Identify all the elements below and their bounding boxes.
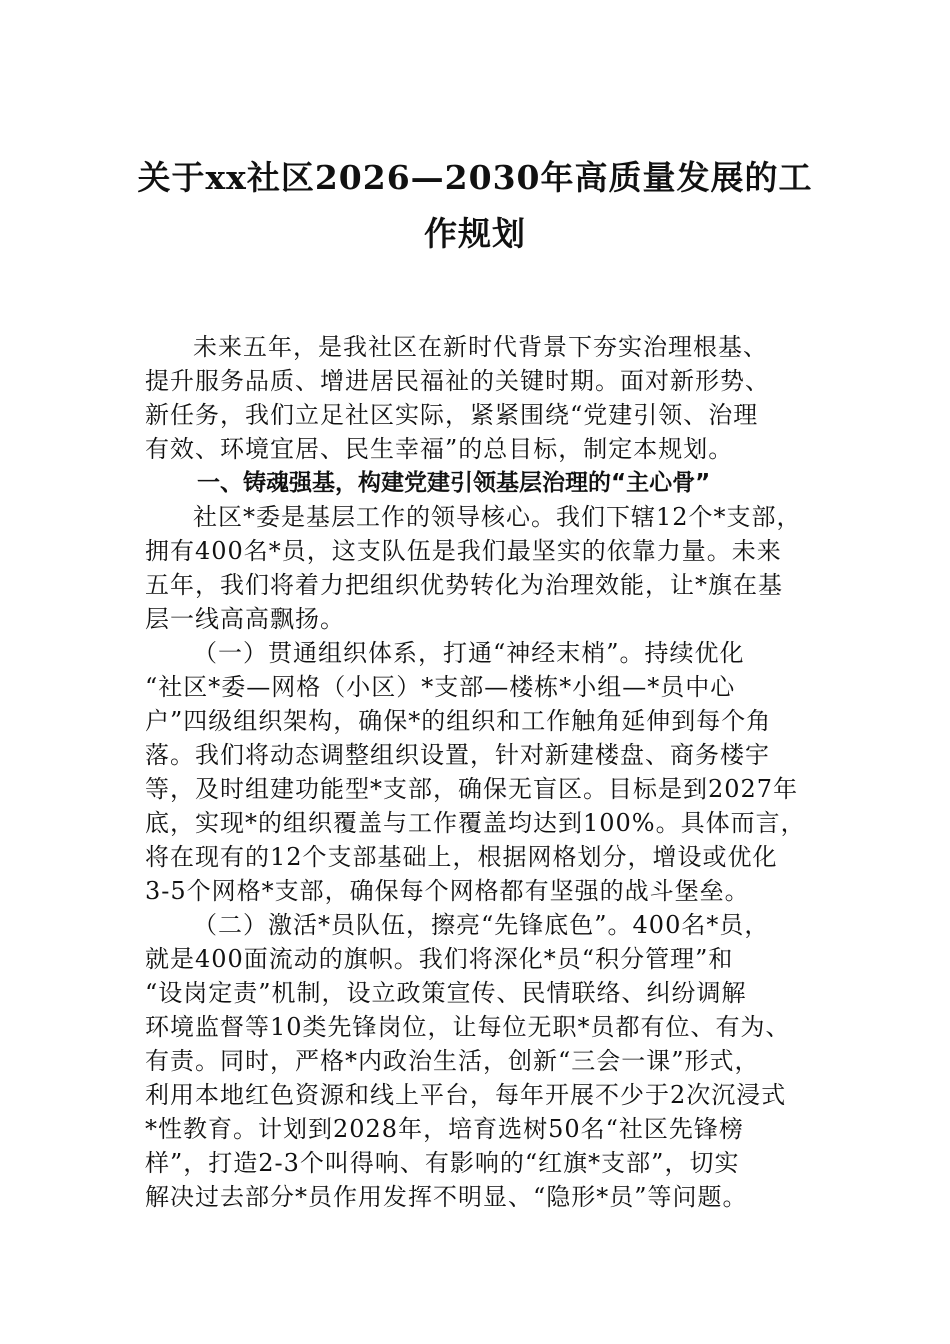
text-line: （一）贯通组织体系，打通“神经末梢”。持续优化 xyxy=(193,639,745,667)
text-line: 底，实现*的组织覆盖与工作覆盖均达到100%。具体而言， xyxy=(145,809,806,837)
text-line: 有效、环境宜居、民生幸福”的总目标，制定本规划。 xyxy=(145,435,734,463)
text-line: *性教育。计划到2028年，培育选树50名“社区先锋榜 xyxy=(145,1115,744,1143)
text-line: （二）激活*员队伍，擦亮“先锋底色”。400名*员， xyxy=(193,911,770,939)
text-line: 将在现有的12个支部基础上，根据网格划分，增设或优化 xyxy=(145,843,778,871)
text-line: 五年，我们将着力把组织优势转化为治理效能，让*旗在基 xyxy=(145,571,783,599)
text-line: 户”四级组织架构，确保*的组织和工作触角延伸到每个角 xyxy=(145,707,772,735)
text-line: 3-5个网格*支部，确保每个网格都有坚强的战斗堡垒。 xyxy=(145,877,750,905)
subsection-1-paragraph xyxy=(145,636,820,908)
document-title xyxy=(120,150,830,262)
text-line: 新任务，我们立足社区实际，紧紧围绕“党建引领、治理 xyxy=(145,401,759,429)
text-line: 拥有400名*员，这支队伍是我们最坚实的依靠力量。未来 xyxy=(145,537,782,565)
text-line: 有责。同时，严格*内政治生活，创新“三会一课”形式， xyxy=(145,1047,760,1075)
text-line: 层一线高高飘扬。 xyxy=(145,605,345,633)
intro-paragraph xyxy=(145,330,820,466)
title-line-1: 关于xx社区2026—2030年高质量发展的工 xyxy=(137,158,813,197)
text-line: 等，及时组建功能型*支部，确保无盲区。目标是到2027年 xyxy=(145,775,799,803)
section-1-paragraph xyxy=(145,500,820,636)
text-line: 社区*委是基层工作的领导核心。我们下辖12个*支部， xyxy=(193,503,802,531)
text-line: 未来五年，是我社区在新时代背景下夯实治理根基、 xyxy=(193,333,768,361)
text-line: 利用本地红色资源和线上平台，每年开展不少于2次沉浸式 xyxy=(145,1081,787,1109)
subsection-2-paragraph xyxy=(145,908,820,1214)
text-line: 提升服务品质、增进居民福祉的关键时期。面对新形势、 xyxy=(145,367,770,395)
text-line: 落。我们将动态调整组织设置，针对新建楼盘、商务楼宇 xyxy=(145,741,770,769)
text-line: 环境监督等10类先锋岗位，让每位无职*员都有位、有为、 xyxy=(145,1013,791,1041)
title-line-2: 作规划 xyxy=(424,214,526,253)
text-line: “社区*委—网格（小区）*支部—楼栋*小组—*员中心 xyxy=(145,673,736,701)
section-1-heading: 一、铸魂强基，构建党建引领基层治理的“主心骨” xyxy=(197,470,711,496)
text-line: 就是400面流动的旗帜。我们将深化*员“积分管理”和 xyxy=(145,945,734,973)
text-line: 样”，打造2-3个叫得响、有影响的“红旗*支部”，切实 xyxy=(145,1149,740,1177)
text-line: “设岗定责”机制，设立政策宣传、民情联络、纠纷调解 xyxy=(145,979,747,1007)
text-line: 解决过去部分*员作用发挥不明显、“隐形*员”等问题。 xyxy=(145,1183,748,1211)
document-body xyxy=(145,330,820,1214)
